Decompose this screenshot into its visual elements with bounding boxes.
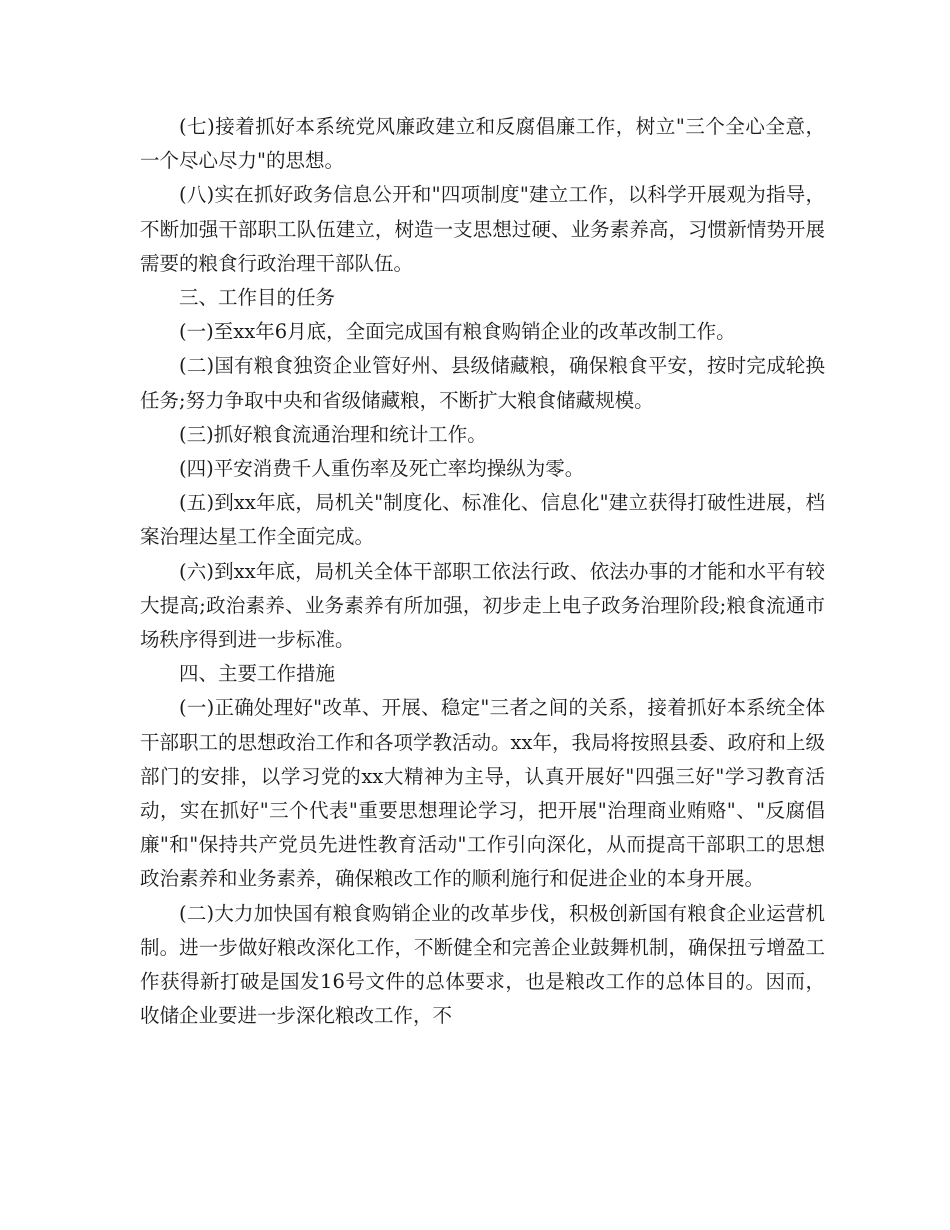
paragraph-goal-6: (六)到xx年底，局机关全体干部职工依法行政、依法办事的才能和水平有较大提高;政治素养、业务素养有所加强，初步走上电子政务治理阶段;粮食流通市场秩序得到进一步标准。 xyxy=(140,559,825,652)
paragraph-8-public-info: (八)实在抓好政务信息公开和"四项制度"建立工作，以科学开展观为指导，不断加强干部职工队伍建立，树造一支思想过硬、业务素养高，习惯新情势开展需要的粮食行政治理干部队伍。 xyxy=(140,183,825,275)
paragraph-goal-3: (三)抓好粮食流通治理和统计工作。 xyxy=(179,422,487,446)
paragraph-goal-2: (二)国有粮食独资企业管好州、县级储藏粮，确保粮食平安，按时完成轮换任务;努力争取中央和省级储藏粮，不断扩大粮食储藏规模。 xyxy=(140,354,825,412)
paragraph-measure-1: (一)正确处理好"改革、开展、稳定"三者之间的关系，接着抓好本系统全体干部职工的思想政治工作和各项学教活动。xx年，我局将按照县委、政府和上级部门的安排，以学习党的xx大精神为主导，认真开展好"四强三好"学习教育活动，实在抓好"三个代表"重要思想理论学习，把开展"治理商业贿赂"、"反腐倡廉"和"保持共产党员先进性教育活动"工作引向深化，从而提高干部职工的思想政治素养和业务素养，确保粮改工作的顺利施行和促进企业的本身开展。 xyxy=(140,696,825,891)
section-heading-4-measures: 四、主要工作措施 xyxy=(179,662,336,686)
paragraph-goal-4: (四)平安消费千人重伤率及死亡率均操纵为零。 xyxy=(179,457,585,481)
section-heading-3-goals: 三、工作目的任务 xyxy=(179,286,336,310)
paragraph-7-party-conduct: (七)接着抓好本系统党风廉政建立和反腐倡廉工作，树立"三个全心全意，一个尽心尽力"的思想。 xyxy=(140,115,825,173)
document-body xyxy=(140,110,825,1033)
paragraph-goal-1: (一)至xx年6月底，全面完成国有粮食购销企业的改革改制工作。 xyxy=(179,320,736,344)
paragraph-goal-5: (五)到xx年底，局机关"制度化、标准化、信息化"建立获得打破性进展，档案治理达星工作全面完成。 xyxy=(140,491,825,549)
paragraph-measure-2: (二)大力加快国有粮食购销企业的改革步伐，积极创新国有粮食企业运营机制。进一步做好粮改深化工作，不断健全和完善企业鼓舞机制，确保扭亏增盈工作获得新打破是国发16号文件的总体要求，也是粮改工作的总体目的。因而，收储企业要进一步深化粮改工作，不 xyxy=(140,901,825,1028)
